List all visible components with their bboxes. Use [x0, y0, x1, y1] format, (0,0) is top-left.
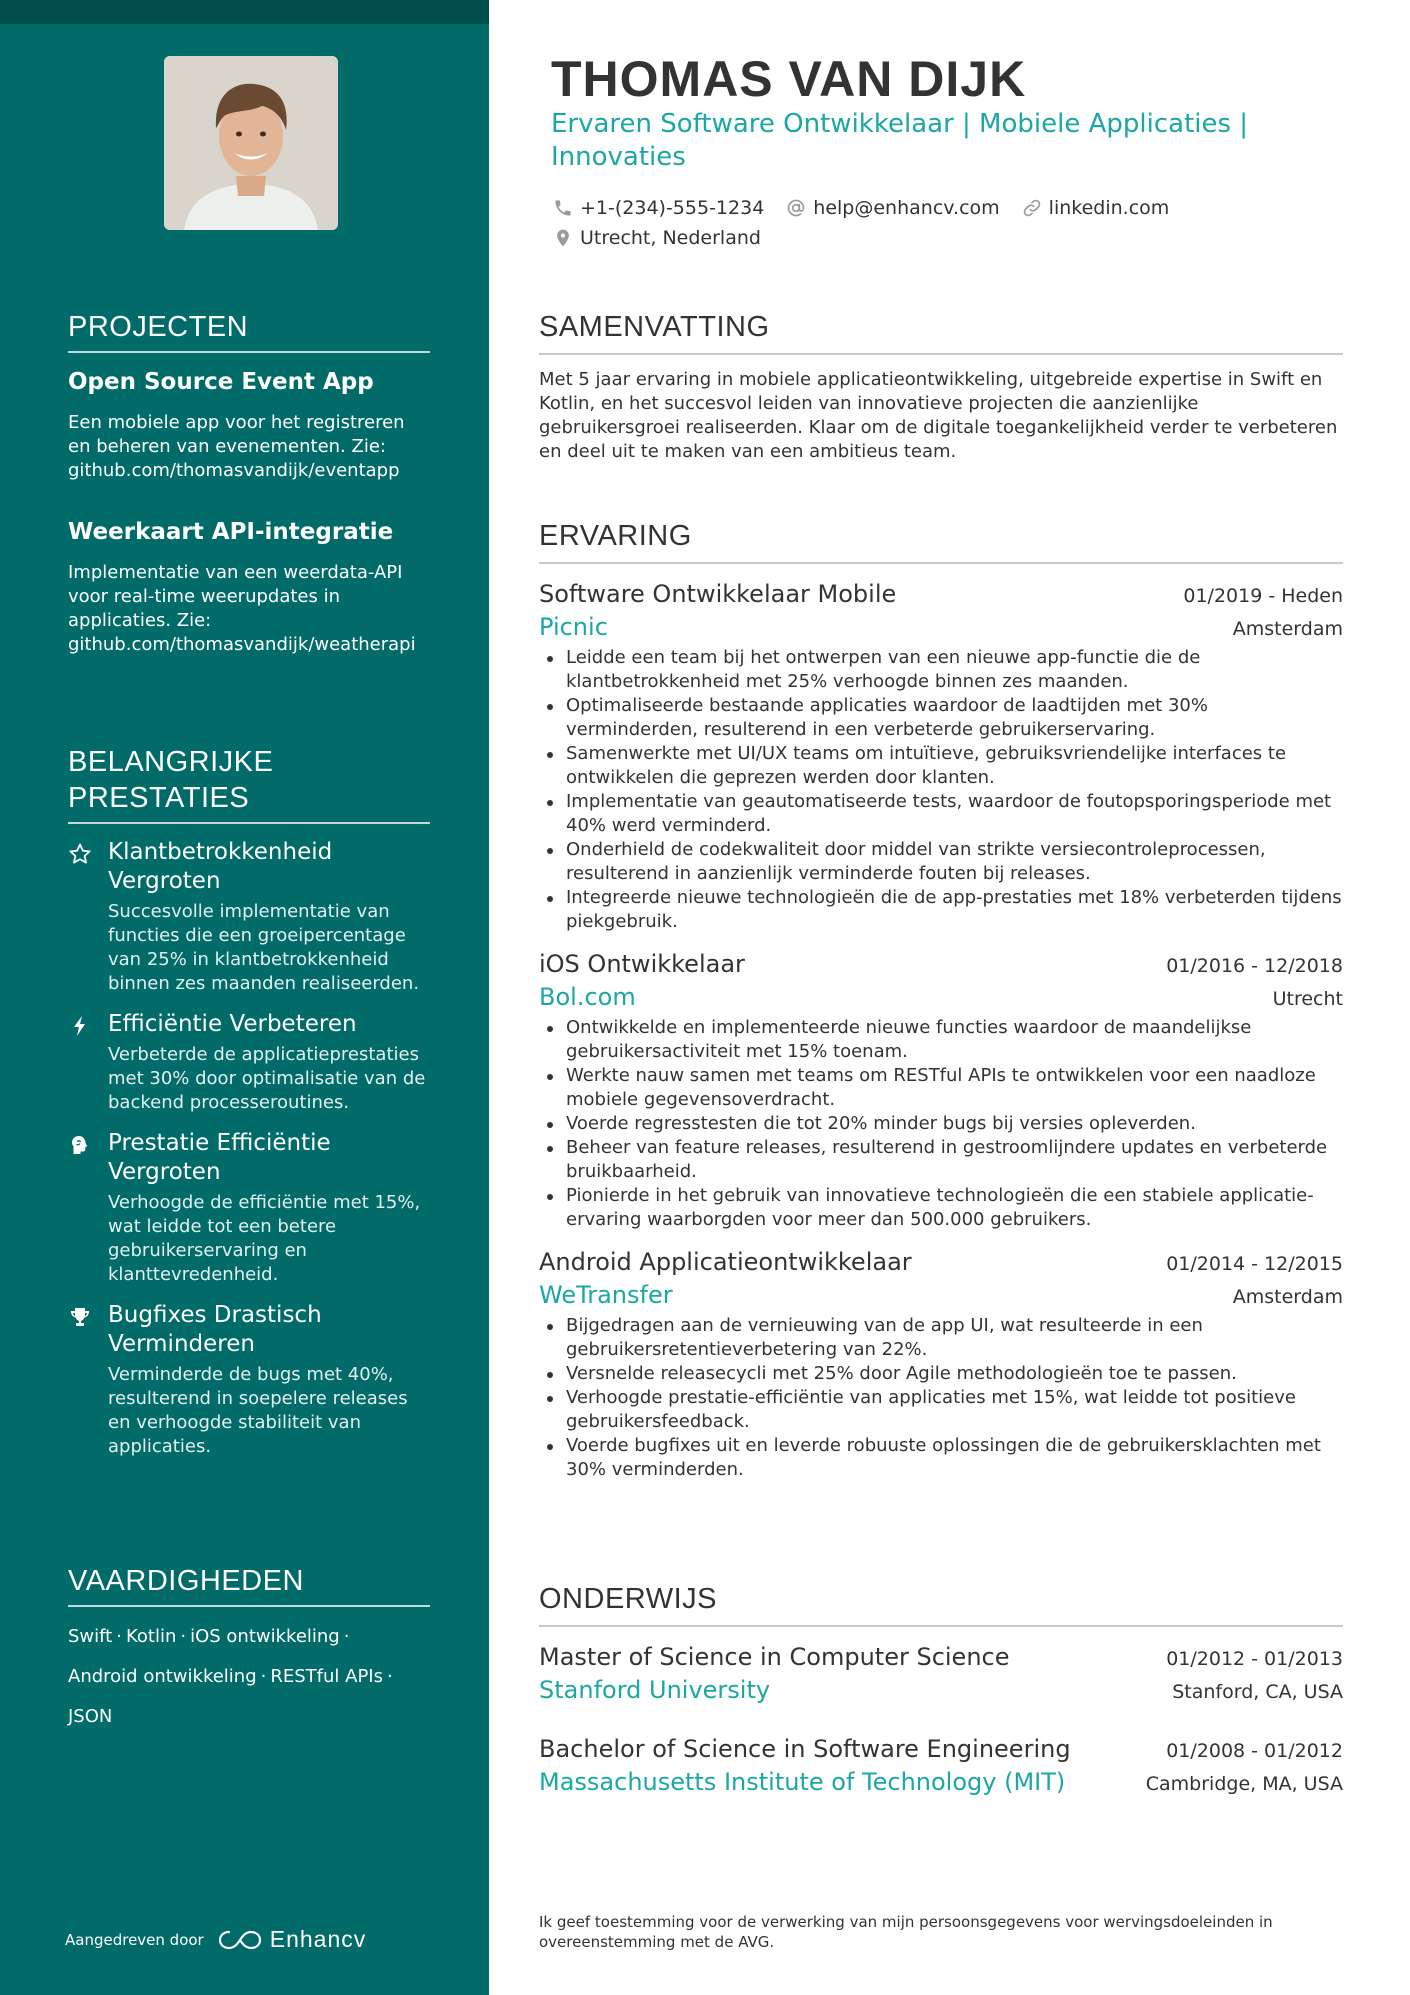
bullet-item: Ontwikkelde en implementeerde nieuwe functies waardoor de maandelijkse gebruikersactiviteit met 15% toenam.: [539, 1016, 1343, 1064]
skill-tag: RESTful APIs: [270, 1666, 383, 1687]
projects-section: [68, 309, 430, 691]
achievement-title: Klantbetrokkenheid Vergroten: [108, 839, 333, 894]
at-icon: [786, 198, 806, 218]
bullet-item: Werkte nauw samen met teams om RESTful APIs te ontwikkelen voor een naadloze mobiele gegevensoverdracht.: [539, 1064, 1343, 1112]
phone-number: +1-(234)-555-1234: [580, 197, 765, 219]
gdpr-consent: Ik geef toestemming voor de verwerking van mijn persoonsgegevens voor wervingsdoeleinden in overeenstemming met de AVG.: [539, 1913, 1273, 1951]
summary-section: [539, 309, 1343, 464]
bullet-item: Optimaliseerde bestaande applicaties waardoor de laadtijden met 30% verminderden, resulterend in een verbeterde gebruikerservaring.: [539, 694, 1343, 742]
skill-separator: ·: [387, 1666, 393, 1687]
email-contact[interactable]: [786, 197, 999, 219]
job-entry: [539, 948, 1343, 1232]
achievement-description: Succesvolle implementatie van functies die een groeipercentage van 25% in klantbetrokkenheid binnen zes maanden realiseerden.: [108, 901, 420, 994]
education-entry: [539, 1733, 1343, 1799]
achievement-item: [68, 1129, 430, 1287]
job-title: Software Ontwikkelaar Mobile: [539, 580, 897, 608]
job-company: Picnic: [539, 613, 608, 641]
enhancv-logo[interactable]: [218, 1926, 367, 1953]
bullet-item: Voerde bugfixes uit en leverde robuuste oplossingen die de gebruikersklachten met 30% verminderden.: [539, 1434, 1343, 1482]
education-dates: 01/2012 - 01/2013: [1166, 1648, 1343, 1670]
project-item: [68, 367, 430, 483]
location-pin-icon: [553, 228, 573, 248]
achievement-description: Verhoogde de efficiëntie met 15%, wat leidde tot een betere gebruikerservaring en klanttevredenheid.: [108, 1192, 421, 1285]
powered-by-label: Aangedreven door: [65, 1930, 204, 1949]
linkedin-url: linkedin.com: [1048, 197, 1170, 219]
achievement-description: Verminderde de bugs met 40%, resulterend in soepelere releases en verhoogde stabiliteit van applicaties.: [108, 1364, 408, 1457]
brand-name: Enhancv: [269, 1926, 367, 1952]
school-location: Cambridge, MA, USA: [1145, 1773, 1343, 1795]
job-dates: 01/2016 - 12/2018: [1166, 955, 1343, 977]
skills-section: [68, 1563, 430, 1737]
sidebar: [0, 0, 489, 1995]
achievement-description: Verbeterde de applicatieprestaties met 30% door optimalisatie van de backend processeroutines.: [108, 1044, 426, 1113]
skill-tag: Swift: [68, 1626, 113, 1647]
achievement-item: [68, 1301, 430, 1459]
school: Massachusetts Institute of Technology (MIT): [539, 1768, 1066, 1796]
project-description: Een mobiele app voor het registreren en beheren van evenementen. Zie: github.com/thomasvandijk/eventapp: [68, 412, 405, 481]
job-bullets: [539, 1016, 1343, 1232]
skill-separator: ·: [180, 1626, 187, 1647]
experience-heading: ERVARING: [539, 518, 1343, 564]
education-entry: [539, 1641, 1343, 1707]
skill-separator: ·: [260, 1666, 267, 1687]
skill-separator: ·: [343, 1626, 350, 1647]
bullet-item: Implementatie van geautomatiseerde tests, waardoor de foutopsporingsperiode met 40% werd verminderd.: [539, 790, 1343, 838]
project-description: Implementatie van een weerdata-API voor real-time weerupdates in applicaties. Zie: github.com/thomasvandijk/weatherapi: [68, 562, 416, 655]
skill-tag: Android ontwikkeling: [68, 1666, 257, 1687]
summary-heading: SAMENVATTING: [539, 309, 1343, 355]
education-section: [539, 1581, 1343, 1825]
linkedin-contact[interactable]: [1022, 197, 1170, 219]
job-entry: [539, 578, 1343, 934]
link-icon: [1022, 198, 1042, 218]
achievement-title: Bugfixes Drastisch Verminderen: [108, 1302, 322, 1357]
education-heading: ONDERWIJS: [539, 1581, 1343, 1627]
bullet-item: Verhoogde prestatie-efficiëntie van applicaties met 15%, wat leidde tot positieve gebruikersfeedback.: [539, 1386, 1343, 1434]
job-title: iOS Ontwikkelaar: [539, 950, 745, 978]
tagline: Ervaren Software Ontwikkelaar | Mobiele Applicaties | Innovaties: [551, 109, 1249, 172]
sidebar-top-bar: [0, 0, 489, 24]
job-company: WeTransfer: [539, 1281, 673, 1309]
job-bullets: [539, 1314, 1343, 1482]
job-company: Bol.com: [539, 983, 636, 1011]
phone-contact[interactable]: [553, 197, 764, 219]
profile-photo: [164, 56, 338, 230]
job-location: Amsterdam: [1232, 1286, 1343, 1308]
school-location: Stanford, CA, USA: [1172, 1681, 1343, 1703]
email-address: help@enhancv.com: [813, 197, 1000, 219]
experience-section: [539, 518, 1343, 1482]
achievements-heading: BELANGRIJKE PRESTATIES: [68, 744, 430, 824]
bullet-item: Voerde regresstesten die tot 20% minder bugs bij versies opleverden.: [539, 1112, 1343, 1136]
lightning-icon: [68, 1014, 92, 1038]
bullet-item: Onderhield de codekwaliteit door middel van strikte versiecontroleprocessen, resulterend in aanzienlijk verminderde fouten bij releases.: [539, 838, 1343, 886]
job-location: Utrecht: [1272, 988, 1343, 1010]
skills-list: [68, 1617, 430, 1737]
summary-text: Met 5 jaar ervaring in mobiele applicatieontwikkeling, uitgebreide expertise in Swift en Kotlin, en het succesvol leiden van innovatieve projecten die aanzienlijke gebruikersgroei realiseerden. Klaar om de digitale toegankelijkheid verder te verbeteren en deel uit te maken van een ambitieus team.: [539, 369, 1338, 462]
job-entry: [539, 1246, 1343, 1482]
job-dates: 01/2014 - 12/2015: [1166, 1253, 1343, 1275]
job-dates: 01/2019 - Heden: [1183, 585, 1343, 607]
bullet-item: Pionierde in het gebruik van innovatieve technologieën die een stabiele applicatie-ervaring waarborgden voor meer dan 500.000 gebruikers.: [539, 1184, 1343, 1232]
powered-by: [65, 1926, 366, 1953]
degree: Master of Science in Computer Science: [539, 1643, 1010, 1671]
brain-icon: [68, 1133, 92, 1157]
enhancv-logo-icon: [218, 1929, 262, 1951]
bullet-item: Samenwerkte met UI/UX teams om intuïtieve, gebruiksvriendelijke interfaces te ontwikkelen die geprezen werden door klanten.: [539, 742, 1343, 790]
bullet-item: Beheer van feature releases, resulterend in gestroomlijndere updates en verbeterde bruikbaarheid.: [539, 1136, 1343, 1184]
project-item: [68, 517, 430, 657]
phone-icon: [553, 198, 573, 218]
job-bullets: [539, 646, 1343, 934]
location-contact: [553, 227, 761, 249]
skill-tag: Kotlin: [125, 1626, 177, 1647]
bullet-item: Versnelde releasecycli met 25% door Agile methodologieën toe te passen.: [539, 1362, 1343, 1386]
education-dates: 01/2008 - 01/2012: [1166, 1740, 1343, 1762]
contact-info: [553, 193, 1333, 253]
achievement-item: [68, 838, 430, 996]
bullet-item: Leidde een team bij het ontwerpen van een nieuwe app-functie die de klantbetrokkenheid met 25% verhoogde binnen zes maanden.: [539, 646, 1343, 694]
bullet-item: Bijgedragen aan de vernieuwing van de app UI, wat resulteerde in een gebruikersretentieverbetering van 22%.: [539, 1314, 1343, 1362]
achievement-title: Efficiëntie Verbeteren: [108, 1011, 357, 1037]
achievements-section: [68, 744, 430, 1459]
bullet-item: Integreerde nieuwe technologieën die de app-prestaties met 18% verbeterden tijdens piekgebruik.: [539, 886, 1343, 934]
job-location: Amsterdam: [1232, 618, 1343, 640]
job-title: Android Applicatieontwikkelaar: [539, 1248, 912, 1276]
star-icon: [68, 842, 92, 866]
location-text: Utrecht, Nederland: [580, 227, 761, 249]
degree: Bachelor of Science in Software Engineering: [539, 1735, 1071, 1763]
skill-tag: iOS ontwikkeling: [190, 1626, 340, 1647]
skills-heading: VAARDIGHEDEN: [68, 1563, 430, 1607]
candidate-name: THOMAS VAN DIJK: [551, 51, 1027, 107]
projects-heading: PROJECTEN: [68, 309, 430, 353]
school: Stanford University: [539, 1676, 771, 1704]
project-title: Open Source Event App: [68, 369, 374, 395]
skill-separator: ·: [116, 1626, 122, 1647]
project-title: Weerkaart API-integratie: [68, 519, 394, 545]
trophy-icon: [68, 1305, 92, 1329]
achievement-item: [68, 1010, 430, 1115]
skill-tag: JSON: [68, 1706, 113, 1727]
achievement-title: Prestatie Efficiëntie Vergroten: [108, 1130, 331, 1185]
